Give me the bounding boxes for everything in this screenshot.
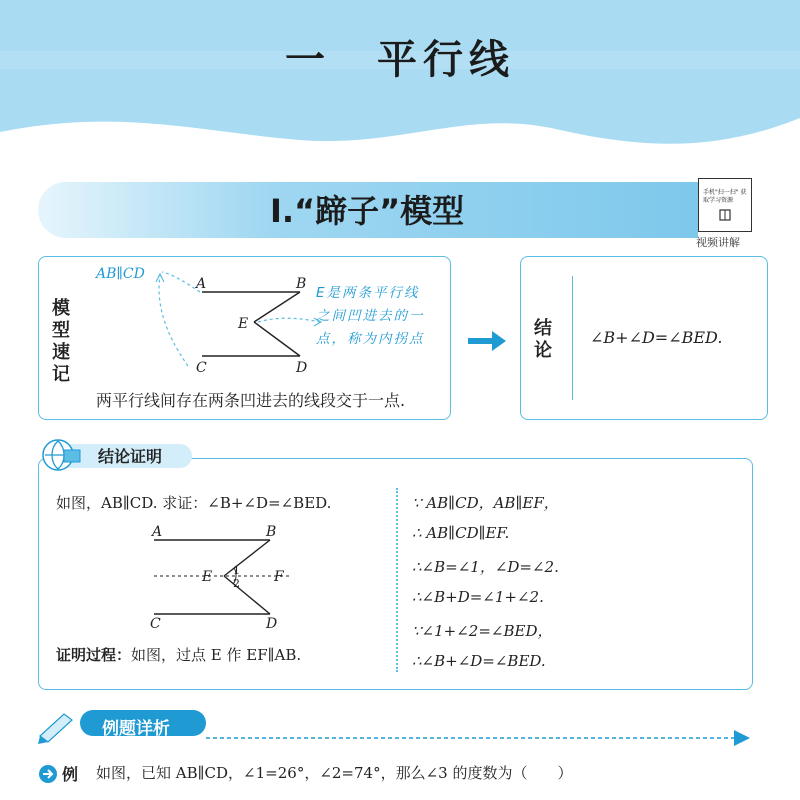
- conclusion-text: ∠B+∠D=∠BED.: [590, 328, 723, 347]
- divider: [396, 488, 398, 672]
- proof-step: ∴∠B+∠D=∠BED.: [412, 652, 546, 670]
- model-ab-cd-note: AB∥CD: [96, 266, 145, 282]
- proof-step: ∵ AB∥CD，AB∥EF，: [412, 494, 559, 512]
- conclusion-label: 结论: [534, 318, 552, 361]
- hoof-model-figure: [150, 262, 330, 380]
- proof-figure: [140, 520, 310, 632]
- proof-process-label: 证明过程：: [56, 646, 132, 664]
- proof-step: ∵∠1+∠2=∠BED，: [412, 622, 553, 640]
- model-label: 模型速记: [52, 298, 70, 385]
- point-e: E: [202, 569, 213, 585]
- segment-ed: [254, 322, 300, 356]
- proof-step: ∴ AB∥CD∥EF.: [412, 524, 510, 542]
- point-d: D: [266, 616, 278, 632]
- angle-2-label: 2: [233, 577, 240, 590]
- example-label: 例题详析: [102, 719, 170, 739]
- point-c: C: [150, 616, 161, 632]
- section-title: Ⅰ.“蹄子”模型: [270, 192, 465, 230]
- angle-1-label: 1: [233, 564, 240, 577]
- point-c: C: [196, 360, 207, 376]
- qr-code[interactable]: [698, 178, 752, 232]
- point-f: F: [274, 569, 284, 585]
- proof-tab-label: 结论证明: [98, 447, 163, 466]
- segment-be: [224, 540, 270, 576]
- proof-step: ∴∠B+D=∠1+∠2.: [412, 588, 544, 606]
- proof-process-text: 如图，过点 E 作 EF∥AB.: [131, 646, 302, 664]
- model-summary: 两平行线间存在两条凹进去的线段交于一点.: [96, 391, 406, 410]
- proof-statement: 如图，AB∥CD. 求证：∠B+∠D=∠BED.: [56, 494, 332, 512]
- segment-ed: [224, 576, 270, 614]
- point-a: A: [196, 276, 207, 292]
- point-e: E: [238, 316, 249, 332]
- divider: [572, 276, 573, 400]
- point-b: B: [296, 276, 307, 292]
- point-a: A: [152, 524, 163, 540]
- arrow-circle-icon: [38, 764, 58, 784]
- inner-point-annotation: E是两条平行线之间凹进去的一点，称为内拐点: [316, 285, 425, 347]
- qr-text: 手机"扫一扫" 获取学习资源: [703, 189, 747, 204]
- book-icon: [719, 209, 731, 221]
- point-d: D: [296, 360, 308, 376]
- page-title: 一 平行线: [285, 37, 515, 83]
- dashed-arrow-right: [258, 318, 320, 322]
- point-b: B: [266, 524, 277, 540]
- example-word: 例: [62, 765, 79, 784]
- dashed-arrow-left: [159, 276, 188, 366]
- arrow-right-icon: [468, 330, 508, 352]
- segment-be: [254, 292, 300, 322]
- qr-caption: 视频讲解: [696, 236, 740, 249]
- proof-process: [56, 644, 301, 665]
- pencil-icon: [38, 714, 72, 744]
- example-question: 如图，已知 AB∥CD，∠1=26°，∠2=74°，那么∠3 的度数为（ ）: [96, 764, 573, 782]
- proof-step: ∴∠B=∠1，∠D=∠2.: [412, 558, 559, 576]
